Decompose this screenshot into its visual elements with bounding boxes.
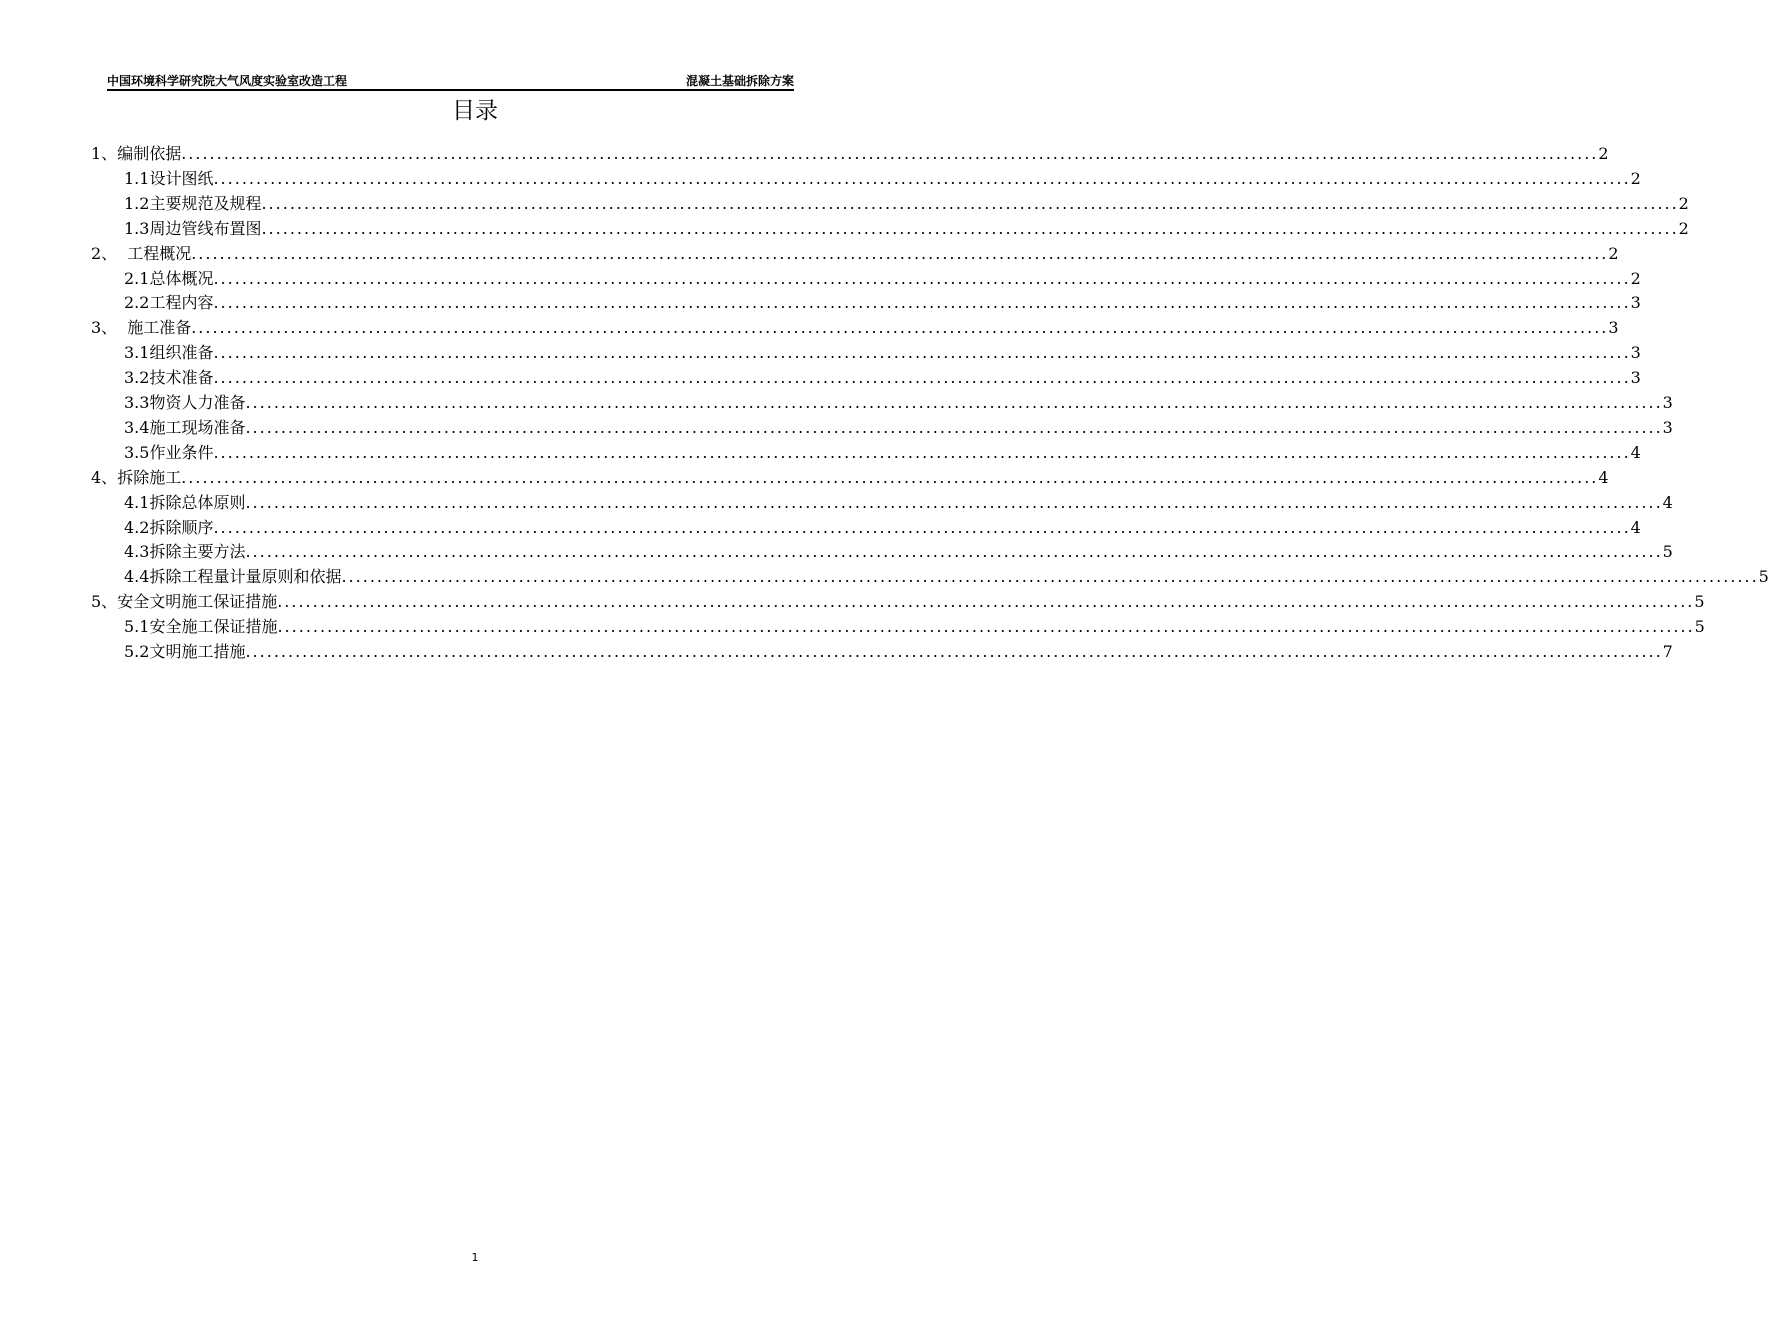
toc-entry-page: 4: [1662, 492, 1673, 512]
toc-entry-label: 拆除主要方法: [149, 542, 246, 562]
toc-entry-number: 5.2: [124, 642, 150, 661]
toc-dot-leader: ........................................................................................................................................................................................................: [181, 467, 1599, 487]
toc-entry-number: 3.5: [124, 442, 150, 462]
toc-entry-page: 2: [1678, 218, 1689, 238]
toc-entry-number: 3、: [91, 318, 118, 338]
toc-dot-leader: ........................................................................................................................................................................................................: [191, 318, 1609, 338]
toc-dot-leader: ........................................................................................................................................................................................................: [191, 243, 1609, 263]
toc-dot-leader: ........................................................................................................................................................................................................: [213, 368, 1631, 388]
toc-entry-page: 3: [1662, 393, 1673, 412]
toc-dot-leader: ........................................................................................................................................................................................................: [213, 442, 1631, 462]
toc-dot-leader: ........................................................................................................................................................................................................: [261, 218, 1679, 238]
toc-entry-number: 3.4: [124, 417, 150, 437]
toc-entry-page: 3: [1630, 368, 1641, 388]
header-rule: [107, 89, 794, 91]
toc-entry-page: 5: [1758, 567, 1769, 587]
toc-entry-number: 3.3: [124, 393, 150, 412]
toc-entry-label: 拆除顺序: [149, 517, 214, 537]
toc-entry-label: 总体概况: [149, 268, 214, 288]
toc-entry-page: 4: [1598, 467, 1609, 487]
toc-entry-page: 2: [1608, 243, 1619, 263]
toc-entry[interactable]: [91, 242, 1619, 266]
toc-entry-label: 工程概况: [127, 243, 192, 263]
toc-entry-label: 作业条件: [149, 442, 214, 462]
header-project-name: 中国环境科学研究院大气风度实验室改造工程: [107, 74, 348, 88]
page-number: 1: [471, 1251, 479, 1264]
toc-entry-label: 周边管线布置图: [149, 218, 262, 238]
toc-dot-leader: ........................................................................................................................................................................................................: [245, 393, 1663, 412]
toc-entry-page: 2: [1630, 168, 1641, 188]
toc-entry-page: 3: [1662, 417, 1673, 437]
toc-entry-number: 5、: [91, 592, 118, 612]
toc-entry[interactable]: [124, 391, 1673, 415]
toc-entry[interactable]: [124, 167, 1641, 191]
toc-entry[interactable]: [124, 291, 1641, 315]
toc-entry-label: 编制依据: [117, 144, 182, 163]
toc-entry-number: 4.1: [124, 492, 150, 512]
toc-entry[interactable]: [124, 516, 1641, 540]
toc-entry-page: 7: [1662, 642, 1673, 661]
toc-entry[interactable]: [124, 416, 1673, 440]
toc-entry-page: 3: [1608, 318, 1619, 338]
toc-entry-label: 安全文明施工保证措施: [117, 592, 278, 612]
toc-entry-page: 2: [1678, 193, 1689, 213]
toc-entry-page: 5: [1662, 542, 1673, 562]
toc-entry-label: 拆除总体原则: [149, 492, 246, 512]
toc-entry-number: 2、: [91, 243, 118, 263]
toc-entry-number: 1.3: [124, 218, 150, 238]
header-document-name: 混凝土基础拆除方案: [685, 74, 794, 88]
toc-entry[interactable]: [124, 366, 1641, 390]
toc-dot-leader: ........................................................................................................................................................................................................: [277, 617, 1695, 637]
toc-entry-number: 1、: [91, 144, 118, 163]
toc-entry-number: 1.1: [124, 168, 150, 188]
toc-entry[interactable]: [91, 142, 1609, 166]
toc-dot-leader: ........................................................................................................................................................................................................: [181, 144, 1599, 163]
toc-entry[interactable]: [124, 341, 1641, 365]
toc-entry[interactable]: [124, 217, 1689, 241]
toc-entry[interactable]: [124, 441, 1641, 465]
toc-entry-number: 4.4: [124, 567, 150, 587]
toc-entry-label: 工程内容: [149, 293, 214, 313]
toc-entry-page: 3: [1630, 343, 1641, 363]
toc-entry-label: 拆除施工: [117, 467, 182, 487]
toc-entry-label: 施工准备: [127, 318, 192, 338]
toc-entry-label: 物资人力准备: [149, 393, 246, 412]
toc-entry-page: 2: [1598, 144, 1609, 163]
toc-entry[interactable]: [124, 491, 1673, 515]
toc-dot-leader: ........................................................................................................................................................................................................: [213, 168, 1631, 188]
toc-entry[interactable]: [91, 316, 1619, 340]
toc-entry-label: 安全施工保证措施: [149, 617, 278, 637]
toc-entry-label: 主要规范及规程: [149, 193, 262, 213]
toc-dot-leader: ........................................................................................................................................................................................................: [341, 567, 1759, 587]
toc-entry-label: 技术准备: [149, 368, 214, 388]
toc-dot-leader: ........................................................................................................................................................................................................: [245, 417, 1663, 437]
running-header: [107, 74, 794, 88]
toc-entry[interactable]: [91, 590, 1705, 614]
toc-entry-number: 3.2: [124, 368, 150, 388]
toc-entry-page: 4: [1630, 442, 1641, 462]
toc-entry[interactable]: [124, 192, 1689, 216]
toc-entry-number: 4、: [91, 467, 118, 487]
toc-entry[interactable]: [124, 540, 1673, 564]
toc-entry-number: 4.2: [124, 517, 150, 537]
toc-entry-label: 施工现场准备: [149, 417, 246, 437]
toc-entry-number: 3.1: [124, 343, 150, 363]
toc-entry[interactable]: [124, 615, 1705, 639]
toc-entry[interactable]: [124, 565, 1769, 589]
toc-entry-number: 1.2: [124, 193, 150, 213]
toc-dot-leader: ........................................................................................................................................................................................................: [245, 492, 1663, 512]
toc-dot-leader: ........................................................................................................................................................................................................: [245, 542, 1663, 562]
toc-entry-label: 组织准备: [149, 343, 214, 363]
toc-dot-leader: ........................................................................................................................................................................................................: [277, 592, 1695, 612]
toc-entry-number: 5.1: [124, 617, 150, 637]
toc-title: 目录: [452, 98, 498, 124]
toc-entry-page: 5: [1694, 617, 1705, 637]
toc-dot-leader: ........................................................................................................................................................................................................: [261, 193, 1679, 213]
toc-dot-leader: ........................................................................................................................................................................................................: [213, 293, 1631, 313]
toc-entry-page: 5: [1694, 592, 1705, 612]
toc-entry-label: 设计图纸: [149, 168, 214, 188]
toc-entry-page: 3: [1630, 293, 1641, 313]
toc-dot-leader: ........................................................................................................................................................................................................: [245, 642, 1663, 661]
toc-dot-leader: ........................................................................................................................................................................................................: [213, 517, 1631, 537]
toc-dot-leader: ........................................................................................................................................................................................................: [213, 268, 1631, 288]
toc-dot-leader: ........................................................................................................................................................................................................: [213, 343, 1631, 363]
toc-entry[interactable]: [124, 267, 1641, 291]
toc-entry-label: 文明施工措施: [149, 642, 246, 661]
toc-entry-number: 2.1: [124, 268, 150, 288]
toc-entry[interactable]: [91, 466, 1609, 490]
toc-entry-label: 拆除工程量计量原则和依据: [149, 567, 342, 587]
toc-entry-number: 2.2: [124, 293, 150, 313]
toc-entry-number: 4.3: [124, 542, 150, 562]
toc-entry-page: 4: [1630, 517, 1641, 537]
toc-entry[interactable]: [124, 640, 1673, 664]
toc-entry-page: 2: [1630, 268, 1641, 288]
